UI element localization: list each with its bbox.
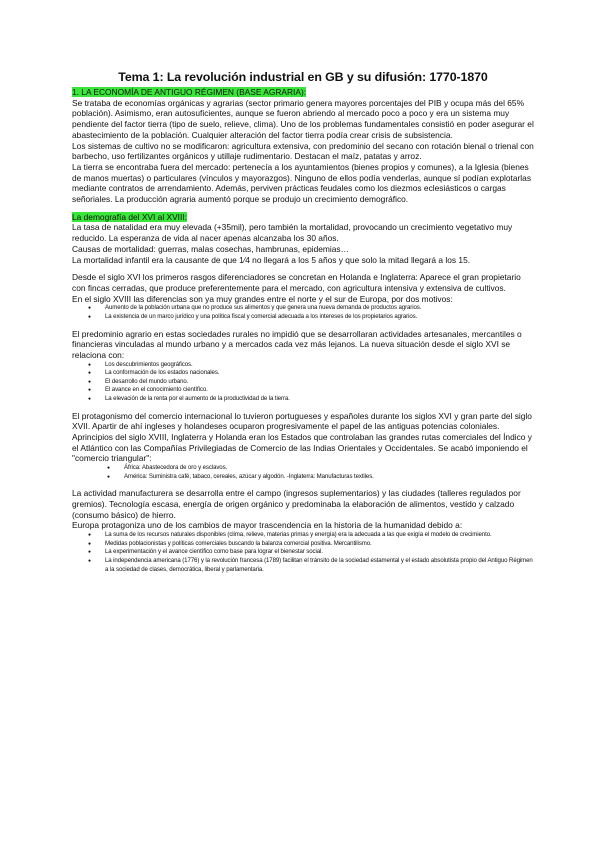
list-item: ● América: Suministra café, tabaco, cereales, azúcar y algodón. -Inglaterra: Manufacturas textiles.	[124, 473, 534, 482]
paragraph: En el siglo XVIII las diferencias son ya muy grandes entre el norte y el sur de Europa, por dos motivos:	[72, 293, 453, 304]
list-item: ● Los descubrimientos geográficos.	[105, 361, 534, 370]
section-predominio	[72, 329, 534, 404]
bullet-list	[72, 464, 534, 481]
list-item: ● Aumento de la población urbana que no produce sus alimentos y que genera una nueva demanda de productos agrarios.	[105, 304, 534, 313]
list-item: ● El desarrollo del mundo urbano.	[105, 378, 534, 387]
list-item: ● La suma de los recursos naturales disponibles (clima, relieve, materias primas y energía) era la adecuada a las que exigía el modelo de crecimiento.	[105, 531, 534, 540]
paragraph: Se trataba de economías orgánicas y agrarias (sector primario genera mayores porcentajes del PIB y ocupa más del 65% población). Asimismo, eran autosuficientes, aunque se fueron abriendo al mercado poco a poco y era un sistema muy pendiente del factor tierra (tipo de suelo, relieve, clima). Uno de los problemas fundamentales consistió en poder asegurar el abastecimiento de la población. Cualquier alteración del factor tierra podía crear crisis de subsistencia.	[72, 97, 534, 140]
paragraph: Aprincipios del siglo XVIII, Inglaterra y Holanda eran los Estados que controlaban las grandes rutas comerciales del Índico y el Atlántico con las Compañías Privilegiadas de Comercio de las Indias Orientales y Occidentales. Se acabó imponiendo el "comercio triangular":	[72, 432, 532, 464]
paragraph: Los sistemas de cultivo no se modificaron: agricultura extensiva, con predominio del secano con rotación bienal o trienal con barbecho, uso fertilizantes orgánicos y utillaje rudimentario. Destacan el maíz, patatas y arroz.	[72, 140, 534, 162]
section-demografia	[72, 212, 534, 266]
list-item: ● El avance en el conocimiento científico.	[105, 386, 534, 395]
bullet-list	[72, 361, 534, 404]
list-item: ● La elevación de la renta por el aumento de la productividad de la tierra.	[105, 395, 534, 404]
list-item: ● África: Abastecedora de oro y esclavos.	[124, 464, 534, 473]
paragraph: Desde el siglo XVI los primeros rasgos diferenciadores se concretan en Holanda e Inglaterra: Aparece el gran propietario con fincas cerradas, que produce preferentemente para el mercado, con agricultura intensiva y extensiva de cultivos.	[72, 272, 521, 293]
section-comercio	[72, 411, 534, 482]
bullet-list	[72, 304, 534, 321]
bullet-list	[72, 531, 534, 574]
section-manufactura	[72, 488, 534, 574]
section-diferencias	[72, 272, 534, 321]
paragraph: La tasa de natalidad era muy elevada (+35mil), pero también la mortalidad, provocando un crecimiento vegetativo muy reducido. La esperanza de vida al nacer apenas alcanzaba los 30 años.	[72, 222, 513, 244]
list-item: ● La conformación de los estados nacionales.	[105, 369, 534, 378]
page-title: Tema 1: La revolución industrial en GB y su difusión: 1770-1870	[118, 70, 488, 84]
list-item: ● La independencia americana (1776) y la revolución francesa (1789) facilitan el tránsito de la sociedad estamental y el estado absolutista propio del Antiguo Régimen a la sociedad de clases, democrática, liberal y parlamentaria.	[105, 557, 534, 574]
paragraph: La tierra se encontraba fuera del mercado: pertenecía a los ayuntamientos (bienes propios y comunes), a la Iglesia (bienes de manos muertas) o particulares (vínculos y mayorazgos). Ninguno de ellos podía venderlas, aunque sí podían explotarlas mediante contratos de arrendamiento. Además, perviven prácticas feudales como los diezmos eclesiásticos o cargas señoriales. La producción agraria aumentó porque se produjo un crecimiento demográfico.	[72, 161, 532, 205]
section-heading-economia: 1. LA ECONOMÍA DE ANTIGUO RÉGIMEN (BASE AGRARIA):	[72, 87, 307, 97]
paragraph: El protagonismo del comercio internacional lo tuvieron portugueses y españoles durante los siglos XVI y gran parte del siglo XVII. Apartir de ahí ingleses y holandeses ocuparon progresivamente el papel de las antiguas potencias coloniales.	[72, 410, 532, 432]
document-page	[72, 70, 534, 574]
paragraph: El predominio agrario en estas sociedades rurales no impidió que se desarrollaran actividades artesanales, mercantiles o financieras vinculadas al mundo urbano y a mercados cada vez más lejanos. La nueva situación desde el siglo XVI se relaciona con:	[72, 328, 522, 360]
paragraph: La actividad manufacturera se desarrolla entre el campo (ingresos suplementarios) y las ciudades (talleres regulados por gremios). Tecnología escasa, energía de origen orgánico y predominaba la elaboración de alimentos, vestido y calzado (consumo básico) de hierro.	[72, 488, 521, 520]
paragraph: Europa protagoniza uno de los cambios de mayor trascendencia en la historia de la humanidad debido a:	[72, 520, 463, 531]
list-item: ● La existencia de un marco jurídico y una política fiscal y comercial adecuada a los intereses de los propietarios agrarios.	[105, 313, 534, 322]
list-item: ● Medidas poblacionistas y políticas comerciales buscando la balanza comercial positiva. Mercantilismo.	[105, 540, 534, 549]
section-heading-demografia: La demografía del XVI al XVIII:	[72, 211, 187, 222]
paragraph: Causas de mortalidad: guerras, malas cosechas, hambrunas, epidemias…	[72, 243, 349, 254]
section-economia	[72, 87, 534, 205]
list-item: ● La experimentación y el avance científico como base para lograr el bienestar social.	[105, 548, 534, 557]
paragraph: La mortalidad infantil era la causante de que 1⁄4 no llegará a los 5 años y que solo la mitad llegará a los 15.	[72, 254, 471, 265]
